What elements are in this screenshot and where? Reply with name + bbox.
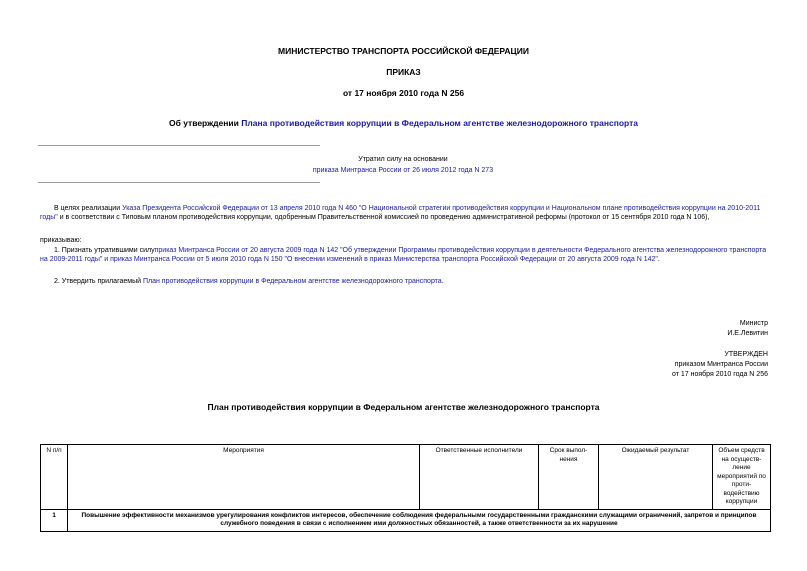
approval-line-3: от 17 ноября 2010 года N 256 (672, 371, 768, 378)
doc-title-prefix: Об утверждении (169, 118, 242, 128)
preamble-text-cont: и в соответствии с Типовым планом противодействия коррупции, одобренным Правительственной комиссией по проведению административной реформы (протокол от 15 сентября 2010 года N 106), (57, 214, 710, 221)
table-header-row (41, 445, 771, 510)
col-header-result: Ожидаемый результат (599, 445, 713, 510)
ministry-heading: МИНИСТЕРСТВО ТРАНСПОРТА РОССИЙСКОЙ ФЕДЕРАЦИИ (278, 46, 529, 56)
col-header-responsible: Ответственные исполнители (420, 445, 539, 510)
col-header-funding: Объем средств на осуществ-ление мероприятий по проти-водействию коррупции (713, 445, 771, 510)
order-word: приказываю: (40, 237, 82, 244)
signature-block (727, 319, 768, 339)
item-1-text: 1. Признать утратившими силу (54, 247, 155, 254)
repealed-orders-link[interactable]: приказ Минтранса России от 20 августа 2009 года N 142 "Об утверждении Программы противодействия коррупции в деятельности Федерального агентства железнодорожного транспорта на 2009-2011 годы" и приказ Минтранса России от 5 июля 2010 года N 150 "О внесении изменений в приказ Министерства транспорта Российской Федерации от 20 августа 2009 года N 142" (40, 247, 767, 263)
approval-block (672, 350, 768, 380)
section-title: Повышение эффективности механизмов урегулирования конфликтов интересов, обеспечение соблюдения федеральными государственными гражданскими служащими ограничений, запретов и принципов служебного поведения в связи с исполнением ими должностных обязанностей, а также ответственности за их нарушение (68, 509, 771, 531)
plan-link[interactable]: План противодействия коррупции в Федеральном агентстве железнодорожного транспорта (142, 278, 442, 285)
status-note-line1: Утратил силу на основании (358, 156, 448, 163)
doc-title (0, 118, 807, 128)
plan-title: План противодействия коррупции в Федеральном агентстве железнодорожного транспорта (207, 402, 600, 412)
item-2-paragraph (40, 277, 770, 286)
divider-bottom (38, 182, 320, 183)
doc-date-number: от 17 ноября 2010 года N 256 (342, 88, 465, 98)
item-2-suffix: . (441, 278, 444, 285)
col-header-measures: Мероприятия (68, 445, 420, 510)
plan-table (40, 444, 771, 532)
item-1-suffix: . (657, 256, 660, 263)
signature-name: И.Е.Левитин (727, 330, 768, 337)
table-row (41, 509, 771, 531)
divider-top (38, 145, 320, 146)
preamble-paragraph (40, 204, 770, 222)
doc-type-heading: ПРИКАЗ (386, 67, 421, 77)
plan-title-link[interactable]: Плана противодействия коррупции в Федеральном агентстве железнодорожного транспорта (241, 118, 638, 128)
item-1-paragraph (40, 246, 770, 264)
col-header-number: N п/п (41, 445, 68, 510)
section-number: 1 (41, 509, 68, 531)
col-header-deadline: Срок выпол-нения (539, 445, 599, 510)
item-2-text: 2. Утвердить прилагаемый (54, 278, 143, 285)
approval-line-2: приказом Минтранса России (674, 361, 768, 368)
repeal-order-link[interactable]: приказа Минтранса России от 26 июля 2012 года N 273 (312, 167, 494, 174)
approval-line-1: УТВЕРЖДЕН (724, 351, 768, 358)
signature-position: Министр (739, 320, 768, 327)
preamble-text: В целях реализации (54, 205, 123, 212)
presidential-decree-link[interactable]: Указа Президента Российской Федерации от 13 апреля 2010 года N 460 "О Национальной стратегии противодействия коррупции и Национальном плане противодействия коррупции на 2010-2011 годы" (40, 205, 761, 221)
